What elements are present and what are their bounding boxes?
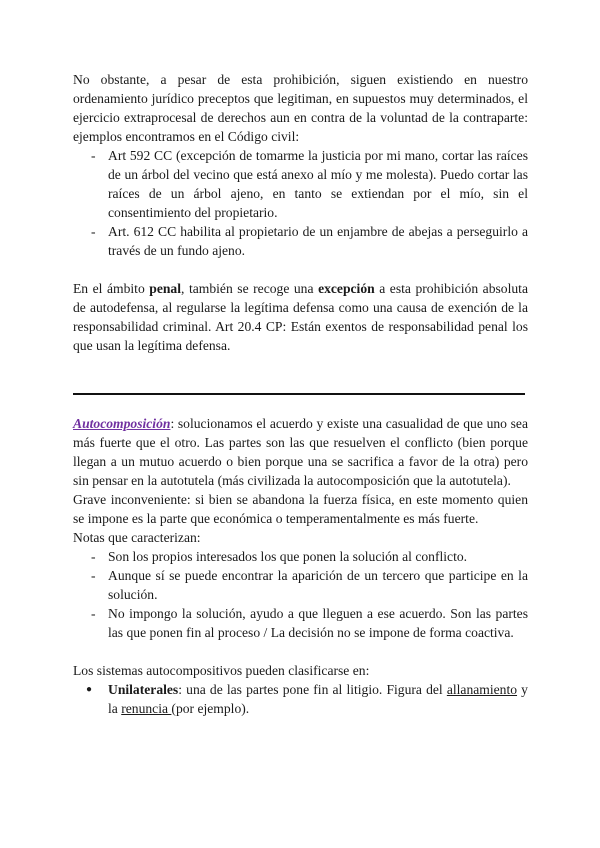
term-allanamiento: allanamiento bbox=[446, 682, 518, 697]
paragraph-exceptions-intro: No obstante, a pesar de esta prohibición, siguen existiendo en nuestro ordenamiento jurídico preceptos que legitiman, en supuestos muy determinados, el ejercicio extraprocesal de derechos aun en contra de la voluntad de la contraparte: ejemplos encontramos en el Código civil: bbox=[73, 72, 528, 144]
paragraph-inconveniente: Grave inconveniente: si bien se abandona la fuerza física, en este momento quien se impone es la parte que económica o temperamentalmente es más fuerte. bbox=[73, 492, 528, 526]
term-renuncia: renuncia bbox=[121, 701, 172, 716]
paragraph-classification: Los sistemas autocompositivos pueden clasificarse en: bbox=[73, 663, 370, 678]
classification-list bbox=[73, 680, 528, 718]
paragraph-penal-exception: En el ámbito penal, también se recoge una excepción a esta prohibición absoluta de autodefensa, al regularse la legítima defensa como una causa de exención de la responsabilidad criminal. Art 20.4 CP: Están exentos de responsabilidad penal los que usan la legítima defensa. bbox=[73, 281, 528, 353]
list-item: - No impongo la solución, ayudo a que lleguen a ese acuerdo. Son las partes las que ponen fin al proceso / La decisión no se impone de forma coactiva. bbox=[73, 604, 528, 642]
paragraph-notas: Notas que caracterizan: bbox=[73, 530, 201, 545]
bold-penal: penal bbox=[149, 281, 182, 296]
list-item: - Aunque sí se puede encontrar la aparición de un tercero que participe en la solución. bbox=[73, 566, 528, 604]
list-item: - Art. 612 CC habilita al propietario de un enjambre de abejas a perseguirlo a través de un fundo ajeno. bbox=[73, 222, 528, 260]
civil-code-examples-list bbox=[73, 146, 528, 260]
list-item: - Son los propios interesados los que ponen la solución al conflicto. bbox=[73, 547, 528, 566]
keyword-autocomposicion: Autocomposición bbox=[73, 416, 171, 431]
paragraph-autocomposicion: Autocomposición: solucionamos el acuerdo y existe una casualidad de que uno sea más fuerte que el otro. Las partes son las que resuelven el conflicto (bien porque llegan a un mutuo acuerdo o bien porque una se sacrifica a favor de la otra) pero sin pensar en la autotutela (más civilizada la autocomposición que la autotutela). bbox=[73, 416, 528, 488]
bold-excepcion: excepción bbox=[318, 281, 375, 296]
list-item: - Art 592 CC (excepción de tomarme la justicia por mi mano, cortar las raíces de un árbol del vecino que está anexo al mío y me molesta). Puedo cortar las raíces de un árbol ajeno, en tanto se extiendan por el mío, sin el consentimiento del propietario. bbox=[73, 146, 528, 222]
list-item-unilaterales: ● Unilaterales: una de las partes pone fin al litigio. Figura del allanamiento y la renuncia (por ejemplo). bbox=[73, 680, 528, 718]
characteristics-list bbox=[73, 547, 528, 642]
